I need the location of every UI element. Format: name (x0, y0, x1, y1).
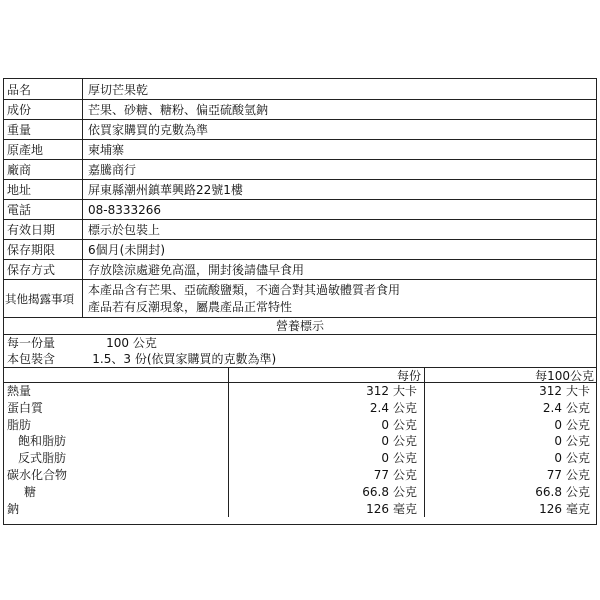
nutrition-title: 營養標示 (4, 318, 596, 335)
nutrient-name: 碳水化合物 (7, 467, 68, 482)
info-row-shelf-life (4, 240, 596, 260)
info-value: 嘉騰商行 (88, 163, 137, 177)
unit: 公克 (393, 484, 418, 499)
per-serving-amount: 77 (373, 467, 389, 482)
info-row-expiry (4, 220, 596, 240)
unit: 毫克 (566, 501, 591, 516)
info-row-other-disclosure (4, 280, 596, 318)
disclosure-line-2: 產品若有反潮現象，屬農產品正常特性 (88, 299, 293, 314)
per-100g-amount: 312 (539, 384, 562, 398)
servings-per-pack-row (4, 351, 596, 367)
serving-size-row (4, 335, 596, 351)
nutrition-row (4, 433, 596, 450)
disclosure-line-1: 本產品含有芒果、亞硫酸鹽類，不適合對其過敏體質者食用 (88, 282, 401, 297)
servings-label: 本包裝含 (7, 352, 56, 366)
serving-size-label: 每一份量 (7, 336, 56, 350)
info-value: 厚切芒果乾 (88, 82, 149, 97)
unit: 公克 (566, 467, 591, 482)
unit: 公克 (566, 451, 591, 466)
unit: 公克 (393, 417, 418, 432)
info-value: 標示於包裝上 (88, 223, 161, 237)
info-key: 重量 (4, 120, 83, 139)
info-key: 電話 (4, 200, 83, 219)
info-value: 存放陰涼處避免高溫，開封後請儘早食用 (88, 263, 305, 277)
info-value: 依買家購買的克數為準 (88, 123, 209, 137)
nutrition-row (4, 450, 596, 467)
unit: 公克 (393, 400, 418, 415)
nutrition-row (4, 417, 596, 434)
info-key: 廠商 (4, 160, 83, 179)
per-100g-amount: 2.4 (542, 400, 562, 415)
info-value: 芒果、砂糖、糖粉、偏亞硫酸氫鈉 (88, 103, 269, 117)
per-serving-amount: 0 (381, 451, 389, 466)
nutrition-row (4, 501, 596, 518)
info-key: 保存期限 (4, 240, 83, 259)
info-value (83, 280, 596, 317)
info-key: 地址 (4, 180, 83, 199)
unit: 公克 (566, 484, 591, 499)
per-serving-amount: 0 (381, 434, 389, 449)
per-serving-amount: 312 (366, 384, 389, 398)
info-row-address (4, 180, 596, 200)
unit: 大卡 (566, 384, 591, 398)
per-serving-amount: 2.4 (369, 400, 389, 415)
nutrient-name: 糖 (24, 484, 37, 499)
info-value: 柬埔寨 (88, 143, 125, 157)
info-key: 成份 (4, 100, 83, 119)
nutrient-name: 鈉 (7, 501, 20, 516)
info-row-origin (4, 140, 596, 160)
unit: 大卡 (393, 384, 418, 398)
per-100g-amount: 0 (554, 451, 562, 466)
info-key: 保存方式 (4, 260, 83, 279)
unit: 公克 (566, 417, 591, 432)
per-100g-amount: 126 (539, 501, 562, 516)
nutrient-name: 反式脂肪 (18, 451, 67, 466)
per-100g-amount: 77 (546, 467, 562, 482)
info-value: 6個月(未開封) (88, 243, 165, 257)
nutrition-header-row (4, 367, 596, 383)
nutrition-rows (4, 383, 596, 517)
info-key: 原產地 (4, 140, 83, 159)
serving-size-unit: 公克 (132, 336, 157, 350)
nutrition-row (4, 400, 596, 417)
unit: 公克 (393, 467, 418, 482)
nutrient-name: 飽和脂肪 (18, 434, 67, 449)
unit: 公克 (393, 451, 418, 466)
unit: 公克 (566, 400, 591, 415)
nutrient-name: 蛋白質 (7, 400, 44, 415)
per-100g-amount: 66.8 (535, 484, 562, 499)
nutrition-row (4, 383, 596, 400)
per-serving-amount: 66.8 (362, 484, 389, 499)
info-row-phone (4, 200, 596, 220)
nutrient-name: 熱量 (7, 384, 32, 398)
nutrition-row (4, 484, 596, 501)
info-key: 品名 (4, 79, 83, 99)
info-row-name (4, 79, 596, 100)
serving-size-value: 100 (106, 336, 130, 350)
col-per-100g: 每100公克 (535, 369, 594, 383)
unit: 毫克 (393, 501, 418, 516)
nutrition-row (4, 467, 596, 484)
info-row-weight (4, 120, 596, 140)
info-row-storage (4, 260, 596, 280)
info-value: 08-8333266 (88, 202, 162, 217)
info-key: 其他揭露事項 (4, 280, 83, 317)
servings-value: 1.5、3 (92, 352, 132, 366)
info-value: 屏東縣潮州鎮華興路22號1樓 (88, 183, 243, 197)
info-row-manufacturer (4, 160, 596, 180)
per-serving-amount: 0 (381, 417, 389, 432)
nutrient-name: 脂肪 (7, 417, 32, 432)
servings-note: 份(依買家購買的克數為準) (134, 352, 277, 366)
per-100g-amount: 0 (554, 434, 562, 449)
unit: 公克 (566, 434, 591, 449)
unit: 公克 (393, 434, 418, 449)
info-key: 有效日期 (4, 220, 83, 239)
info-row-ingredients (4, 100, 596, 120)
product-info-table (3, 78, 597, 525)
col-per-serving: 每份 (228, 368, 425, 382)
per-serving-amount: 126 (366, 501, 389, 516)
per-100g-amount: 0 (554, 417, 562, 432)
